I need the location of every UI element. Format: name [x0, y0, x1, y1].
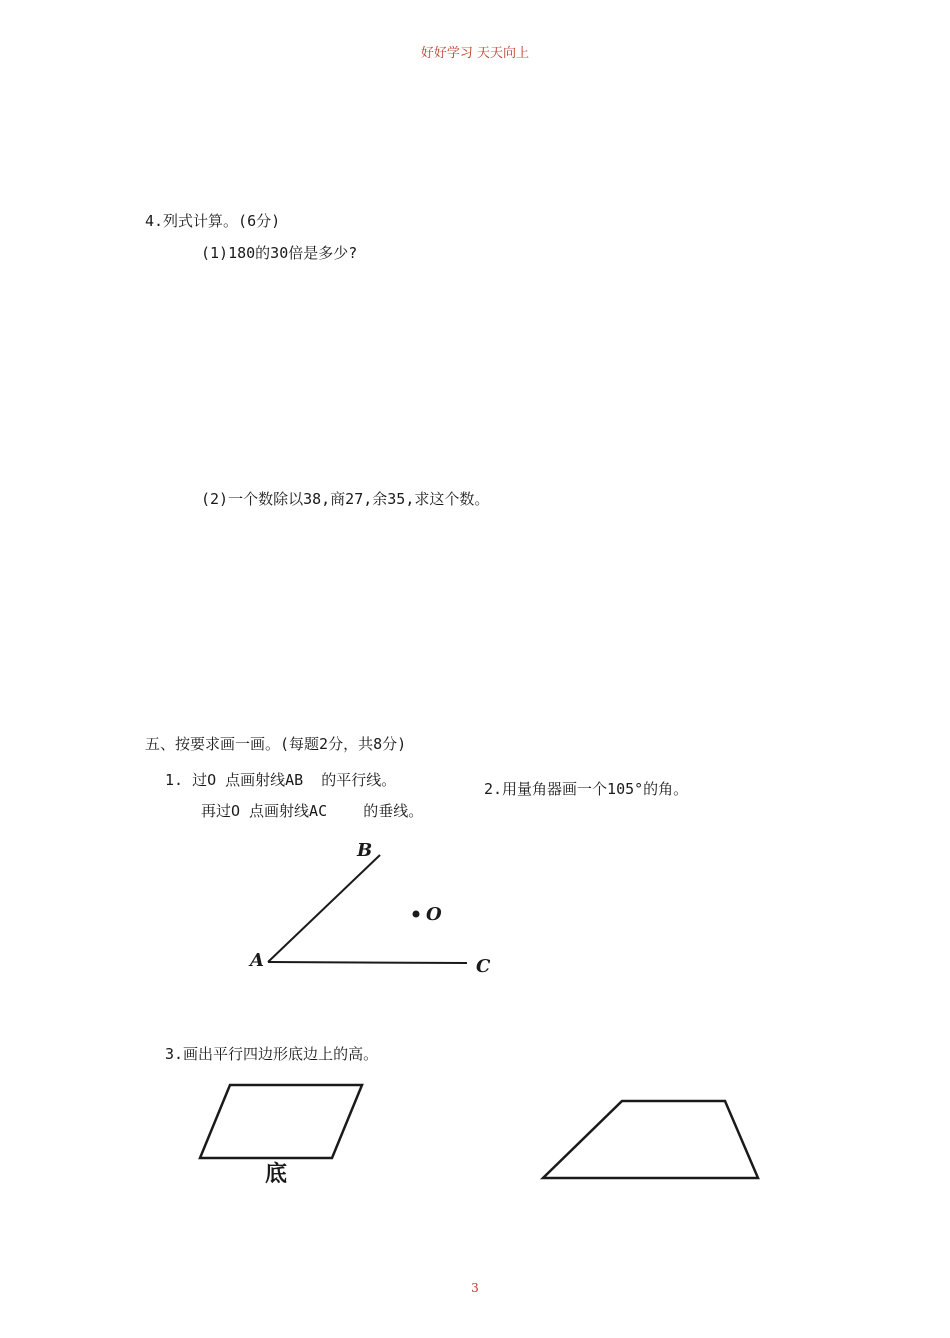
- section5-question-3: 3.画出平行四边形底边上的高。: [165, 1045, 379, 1063]
- label-a: A: [250, 950, 264, 971]
- ray-ab: [268, 855, 380, 962]
- ray-ac: [268, 962, 467, 963]
- trapezoid-shape: [543, 1101, 758, 1178]
- section5-question-1-line-2: 再过O 点画射线AC 的垂线。: [201, 802, 424, 820]
- trapezoid-figure: [535, 1092, 770, 1187]
- rays-figure: [245, 835, 505, 980]
- parallelogram-shape: [200, 1085, 362, 1158]
- parallelogram-figure: [190, 1075, 375, 1190]
- label-c: C: [476, 956, 491, 977]
- page-number: 3: [471, 1281, 479, 1295]
- section4-question-1: (1)180的30倍是多少?: [201, 244, 358, 262]
- section5-question-2: 2.用量角器画一个105°的角。: [484, 780, 689, 798]
- base-label: 底: [265, 1162, 288, 1187]
- section4-question-2: (2)一个数除以38,商27,余35,求这个数。: [201, 490, 490, 508]
- section5-question-1-line-1: 1. 过O 点画射线AB 的平行线。: [165, 771, 397, 789]
- section5-title: 五、按要求画一画。(每题2分，共8分): [145, 735, 407, 753]
- label-b: B: [357, 840, 373, 861]
- label-o: O: [426, 904, 442, 925]
- page-header: 好好学习 天天向上: [420, 46, 530, 61]
- point-o: [413, 911, 420, 918]
- section4-title: 4.列式计算。(6分): [145, 212, 281, 230]
